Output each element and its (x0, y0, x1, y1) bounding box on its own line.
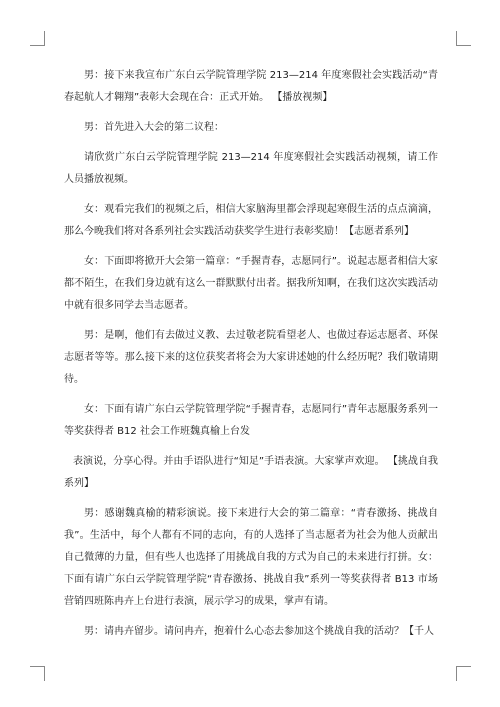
paragraph: 男：接下来我宣布广东白云学院管理学院 213—214 年度寒假社会实践活动“青春起航人才翱翔”表彰大会现在合：正式开始。 【播放视频】 (64, 70, 438, 103)
paragraph: 女：观看完我们的视频之后，相信大家脑海里都会浮现起寒假生活的点点滴滴，那么今晚我们将对各系列社会实践活动获奖学生进行表彰奖励！【志愿者系列】 (64, 204, 438, 237)
paragraph: 请欣赏广东白云学院管理学院 213—214 年度寒假社会实践活动视频，请工作人员播放视频。 (64, 152, 438, 185)
paragraph: 男：感谢魏真榆的精彩演说。接下来进行大会的第二篇章：“青春激扬、挑战自我”。生活中，每个人都有不同的志向，有的人选择了当志愿者为社会为他人贡献出自己微薄的力量，但有些人也选择了用挑战自我的方式为自己的未来进行打拼。女：下面有请广东白云学院管理学院“青春激扬、挑战自我”系列一等奖获得者 B13 市场营销四班陈冉卉上台进行表演，展示学习的成果，掌声有请。 (64, 508, 438, 607)
paragraph: 表演说，分享心得。并由手语队进行“知足”手语表演。大家掌声欢迎。 【挑战自我系列】 (64, 456, 438, 489)
paragraph: 男：请冉卉留步。请问冉卉，抱着什么心态去参加这个挑战自我的活动？【千人 (84, 626, 434, 637)
paragraph: 女：下面即将掀开大会第一篇章：“手握青春，志愿同行”。说起志愿者相信大家都不陌生，在我们身边就有这么一群默默付出者。据我所知啊，在我们这次实践活动中就有很多同学去当志愿者。 (64, 256, 438, 311)
paragraph: 男：首先进入大会的第二议程： (84, 122, 224, 133)
paragraph: 女：下面有请广东白云学院管理学院“手握青春，志愿同行”青年志愿服务系列一等奖获得者 B12 社会工作班魏真榆上台发 (64, 404, 438, 437)
crop-mark-top-right (456, 31, 471, 46)
document-body (64, 65, 438, 651)
paragraph: 男：是啊，他们有去做过义教、去过敬老院看望老人、也做过春运志愿者、环保志愿者等等。那么接下来的这位获奖者将会为大家讲述她的什么经历呢？我们敬请期待。 (64, 330, 438, 385)
crop-mark-top-left (30, 31, 45, 46)
crop-mark-bottom-right (456, 666, 471, 681)
crop-mark-bottom-left (30, 666, 45, 681)
